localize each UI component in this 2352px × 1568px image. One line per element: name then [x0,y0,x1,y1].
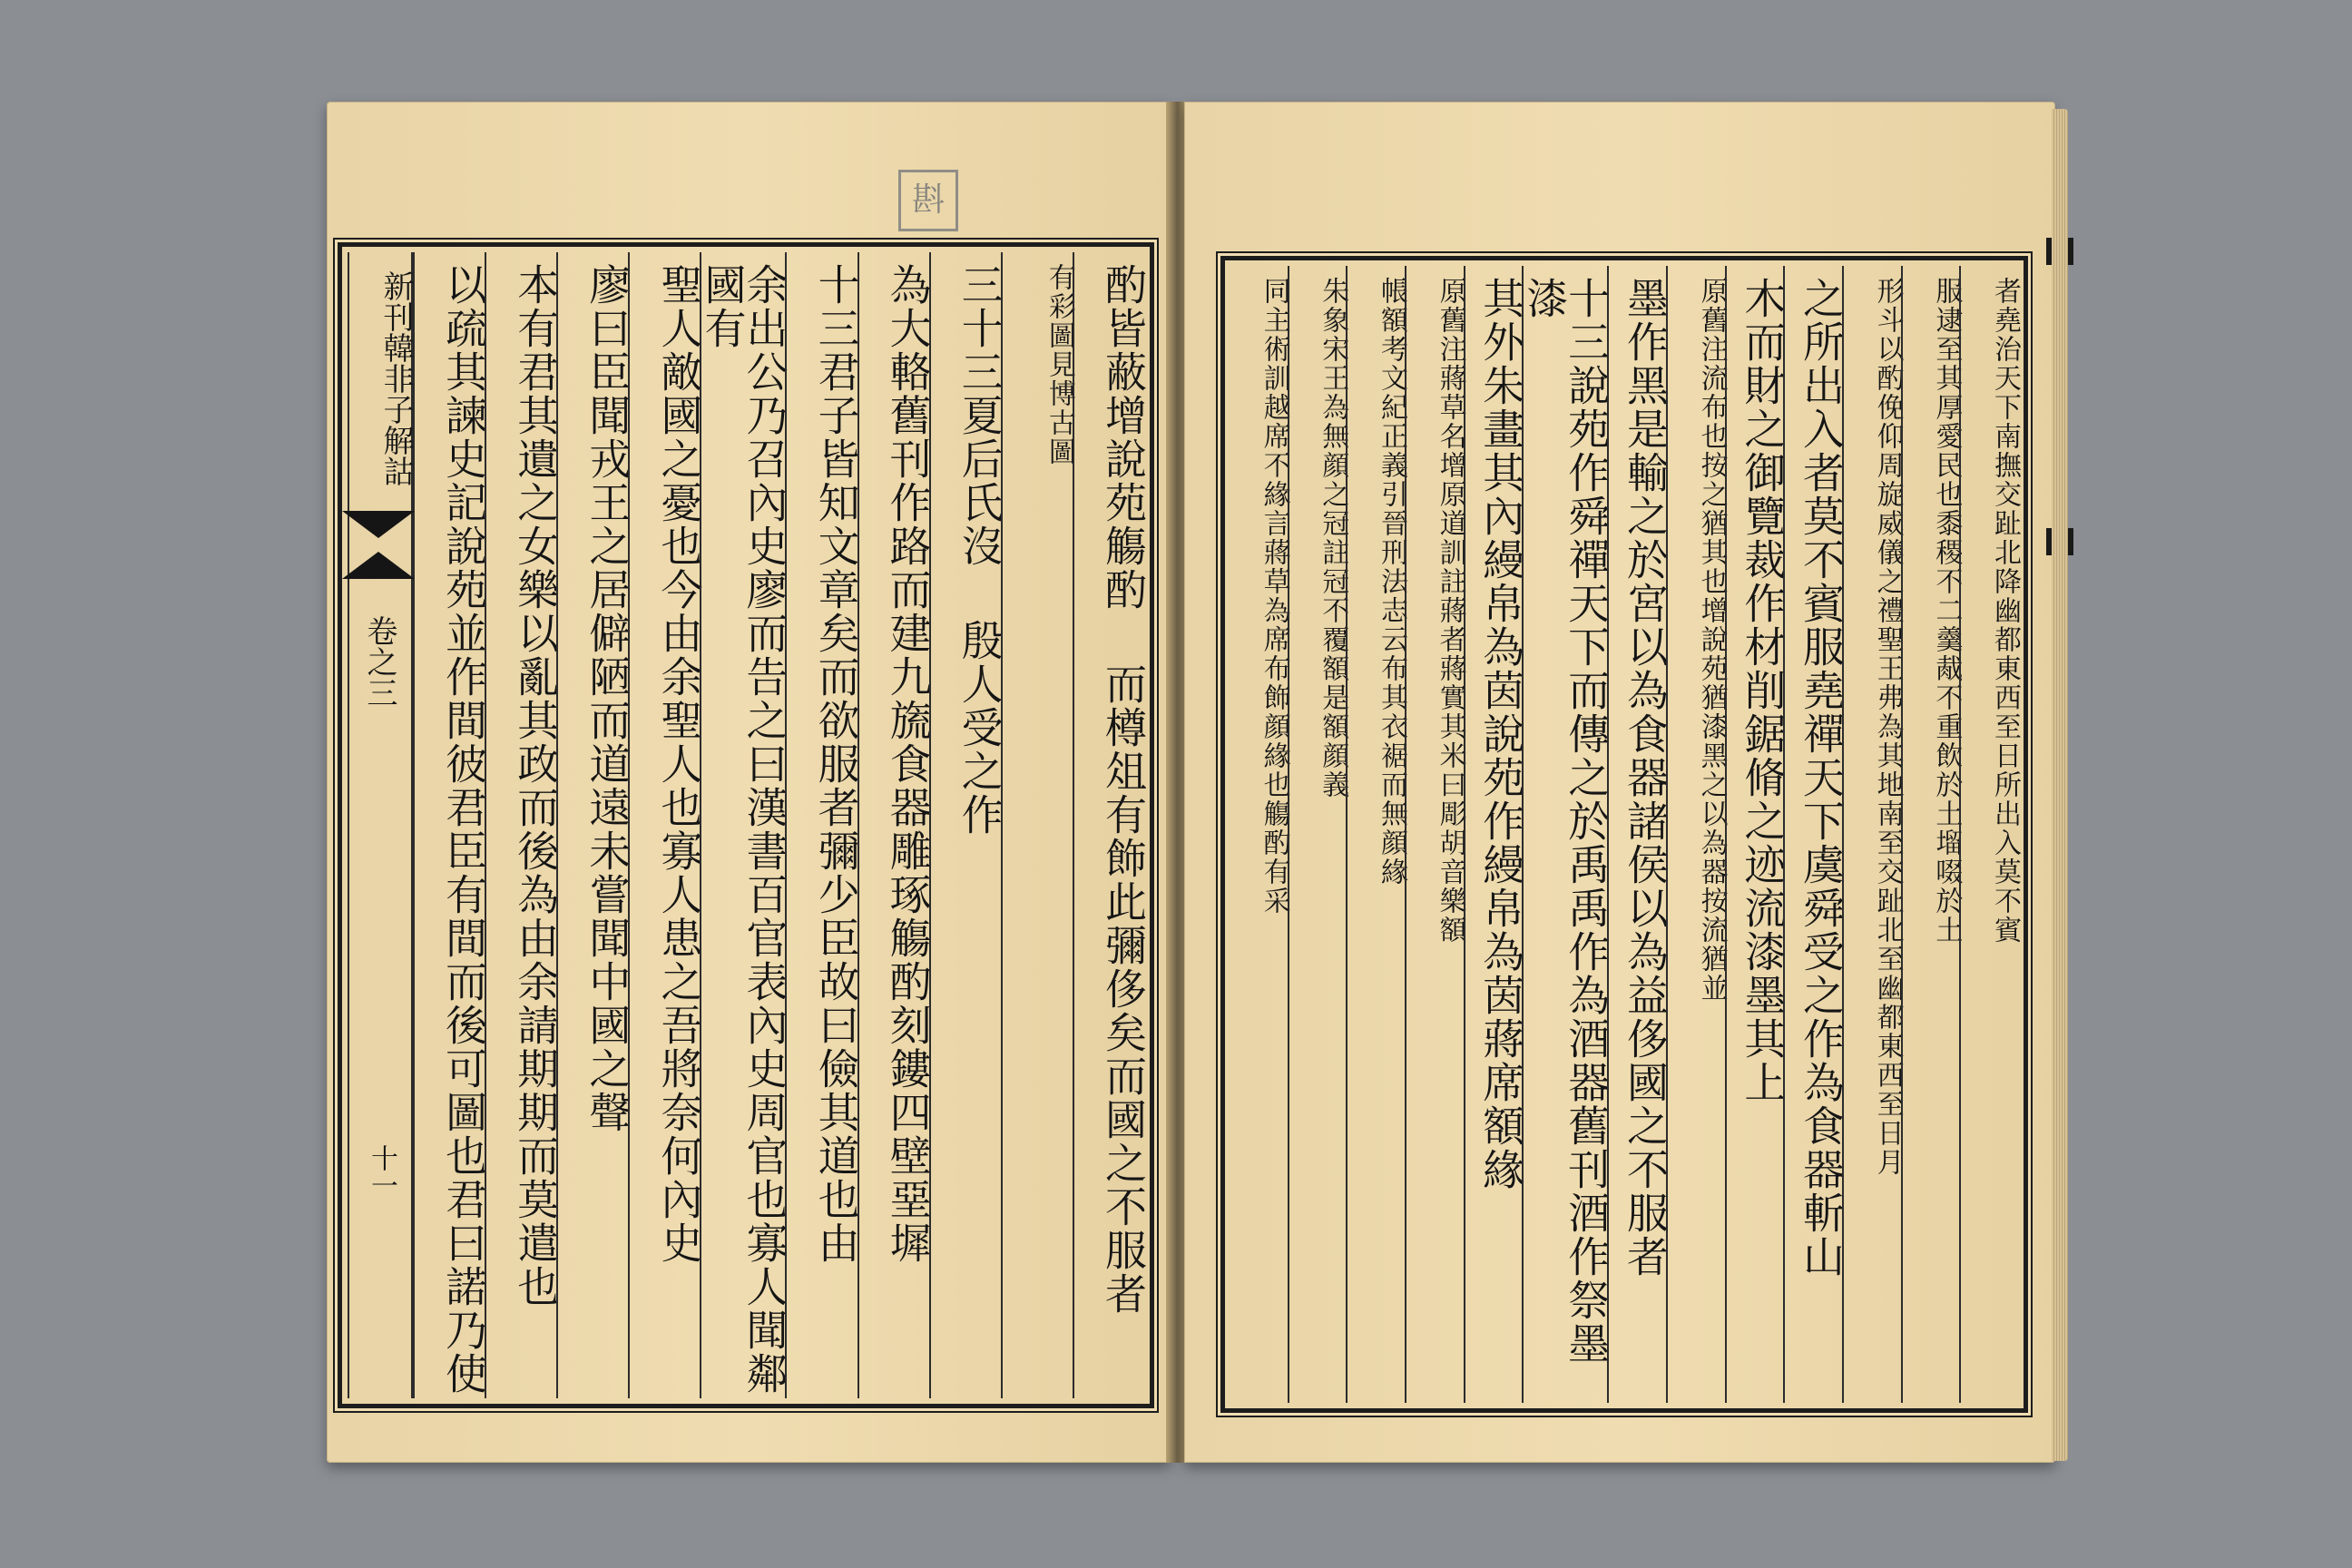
text-column: 十三說苑作舜禪天下而傳之於禹禹作為酒器舊刊酒作祭墨漆 [1522,266,1607,1403]
text-column: 者堯治天下南撫交趾北降幽都東西至日所出入莫不賓 [1959,266,2018,1403]
right-text-frame [1220,256,2028,1413]
text-column: 余出公乃召內史廖而告之曰漢書百官表內史周官也寡人聞鄰國有 [700,252,785,1398]
left-columns [348,252,1148,1398]
right-page [1184,102,2055,1463]
library-seal: 斟 [898,170,958,231]
text-column: 之所出入者莫不賓服堯禪天下虞舜受之作為食器斬山 [1783,266,1842,1403]
text-column: 形斗以酌俛仰周旋威儀之禮聖王弗為其地南至交趾北至幽都東西至日月 [1842,266,1901,1403]
fish-tail-mark [342,552,415,579]
text-column: 廖曰臣聞戎王之居僻陋而道遠未嘗聞中國之聲 [556,252,628,1398]
text-column: 墨作黑是輸之於宮以為食器諸侯以為益侈國之不服者 [1607,266,1666,1403]
text-column: 原舊注流布也按之猶其也增說苑猶漆黑之以為器按流猶並 [1666,266,1725,1403]
text-column: 本有君其遺之女樂以亂其政而後為由余請期期而莫遣也 [485,252,556,1398]
text-column: 朱象宋王為無顔之冠註冠不覆額是額顔義 [1288,266,1347,1403]
text-column: 以疏其諫史記說苑並作間彼君臣有間而後可圖也君曰諾乃使 [413,252,485,1398]
right-columns [1230,266,2021,1403]
left-text-frame [338,242,1154,1408]
text-column: 木而財之御覽裁作材削鋸脩之迹流漆墨其上 [1725,266,1784,1403]
block-heart-column [348,252,413,1398]
text-column: 服逮至其厚愛民也黍稷不二羹胾不重飲於土塯啜於土 [1901,266,1960,1403]
open-book [327,102,2055,1463]
fish-tail-mark [342,511,415,538]
text-column: 十三君子皆知文章矣而欲服者彌少臣故曰儉其道也由 [785,252,857,1398]
text-column: 其外朱畫其內縵帛為茵說苑作縵帛為茵蔣席額緣 [1464,266,1523,1403]
text-column: 有彩圖見博古圖 [1001,252,1073,1398]
text-column: 帳額考文紀正義引晉刑法志云布其衣裾而無顔緣 [1346,266,1405,1403]
page-edges [2052,109,2068,1461]
text-column: 三十三夏后氏沒 殷人受之作 [929,252,1001,1398]
text-column: 聖人敵國之憂也今由余聖人也寡人患之吾將奈何內史 [628,252,700,1398]
text-column: 原舊注蔣草名增原道訓註蔣者蔣實其米曰彫胡音樂額 [1405,266,1464,1403]
running-title: 新刊韓非子解詁 [377,270,415,486]
text-column: 酌皆蔽增說苑觴酌 而樽俎有飾此彌侈矣而國之不服者 [1073,252,1144,1398]
page-number: 十一 [366,1144,398,1199]
text-column: 為大輅舊刊作路而建九旒食器雕琢觴酌刻鏤四壁堊墀 [858,252,929,1398]
text-column: 同主術訓越席不緣言蔣草為席布飾顔緣也觴酌有采 [1258,277,1290,916]
left-page [327,102,1171,1463]
volume-label: 卷之三 [361,615,398,708]
